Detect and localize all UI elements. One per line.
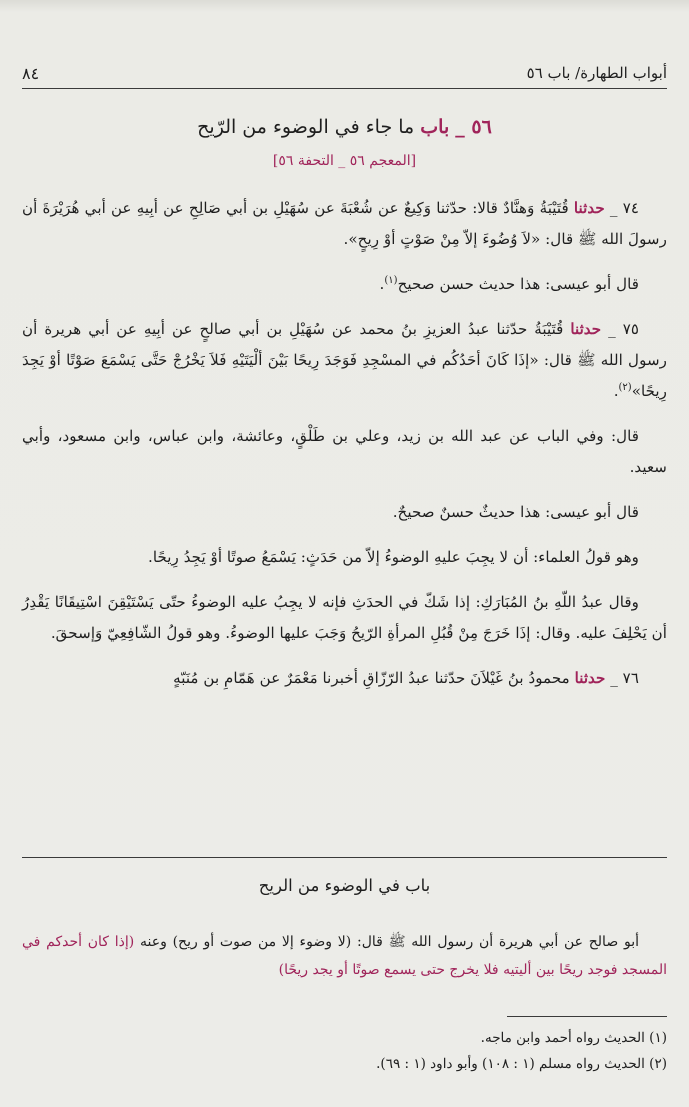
bab-note: قال: وفي الباب عن عبد الله بن زيد، وعلي بن طَلْقٍ، وعائشة، وابن عباس، وابن مسعود، وأبي سعيد. [22, 427, 667, 476]
ibn-mubarak-opinion: وقال عبدُ اللّهِ بنُ المُبَارَكِ: إذا شَكّ في الحدَثِ فإنه لا يجِبُ عليه الوضوءُ حتّى يَسْتَيْقِنَ اسْتِيقَانًا يَقْدِرُ أن يَحْلِفَ عليه. وقال: إذَا خَرَجَ مِنْ قُبُلِ المرأةِ الرّيحُ وَجَبَ عليها الوضوءُ. وهو قولُ الشّافِعِيّ وَإسحقَ. [22, 593, 667, 642]
hadith-number: ٧٦ _ [610, 669, 639, 687]
running-title: أبواب الطهارة/ باب ٥٦ [526, 64, 667, 82]
hadith-75 [22, 314, 667, 407]
haddathana-label: حدثنا [573, 199, 605, 217]
hadith-74 [22, 193, 667, 255]
page-number: ٨٤ [22, 64, 40, 83]
hadith-text: محمودُ بنُ غَيْلاَنَ حدّثنا عبدُ الرّزّاقِ أخبرنا مَعْمَرٌ عن هَمّامِ بن مُنَبّهٍ [173, 669, 570, 687]
grade-75: قال أبو عيسى: هذا حديثٌ حسنٌ صحيحٌ. [392, 503, 639, 521]
grade-74: قال أبو عيسى: هذا حديث حسن صحيح$^{(١)}$. [379, 274, 639, 293]
summary-box [22, 928, 667, 984]
hadith-number: ٧٤ _ [609, 199, 640, 217]
section-divider [22, 857, 667, 858]
haddathana-label: حدثنا [574, 669, 606, 687]
chapter-reference: [المعجم ٥٦ _ التحفة ٥٦] [272, 153, 417, 169]
summary-line: أبو صالح عن أبي هريرة أن رسول الله ﷺ قال: (لا وضوء إلا من صوت أو ريح) وعنه [139, 934, 639, 950]
footnote-2: (٢) الحديث رواه مسلم (١ : ١٠٨) وأبو داود (١ : ٦٩). [376, 1056, 667, 1072]
footnote-ref-2: (٢) [618, 381, 632, 393]
sentence-end: . [613, 382, 619, 400]
footnote-divider [507, 1016, 667, 1017]
hadith-76 [22, 663, 667, 694]
grade-text: قال أبو عيسى: هذا حديث حسن صحيح [397, 275, 639, 293]
footnote-1: (١) الحديث رواه أحمد وابن ماجه. [480, 1030, 667, 1046]
summary-quote: (إذا كان أحدكم في المسجد فوجد ريحًا بين أليتيه فلا يخرج حتى يسمع صوتًا أو يجد ريحًا) [22, 934, 667, 978]
hadith-number: ٧٥ _ [608, 320, 640, 338]
footnote-ref-1: (١) [384, 274, 398, 286]
chapter-number: ٥٦ _ [455, 116, 492, 138]
chapter-title-text: ما جاء في الوضوء من الرّيح [197, 116, 415, 138]
chapter-bab-word: باب [420, 116, 450, 138]
haddathana-label: حدثنا [570, 320, 602, 338]
hadith-text: قُتَيْبَةُ وَهنَّادٌ قالا: حدّثنا وَكِيعٌ عن شُعْبَةَ عن سُهَيْلِ بن أبي صَالِحِ عن أبِيهِ عن أبي هُرَيْرَةَ أن رسولَ الله ﷺ قال: «لاَ وُضُوءَ إلاّ مِنْ صَوْتٍ أوْ رِيحٍ». [22, 199, 667, 248]
summary-title: باب في الوضوء من الريح [258, 876, 431, 895]
ulama-opinion: وهو قولُ العلماء: أن لا يجِبَ عليهِ الوضوءُ إلاّ من حَدَثٍ: يَسْمَعُ صوتًا أوْ يَجِدُ رِيحًا. [148, 548, 639, 566]
summary-text [22, 928, 667, 984]
hadith-text: قُتَيْبَةُ حدّثنا عبدُ العزيزِ بنُ محمد عن سُهَيْلِ بن أبي صالحٍ عن أبِيهِ عن أبي هريرة أن رسول الله ﷺ قال: «إذَا كَانَ أحَدُكُم في المسْجِدِ فَوَجَدَ رِيحًا بَيْنَ ألْيَتَيْهِ فَلاَ يَخْرُجْ حَتَّى يَسْمَعَ صَوْتًا أوْ يَجِدَ رِيحًا» [22, 320, 667, 400]
chapter-title [0, 116, 689, 138]
page-header [22, 60, 667, 89]
main-text [22, 193, 667, 708]
footnotes [22, 1025, 667, 1077]
